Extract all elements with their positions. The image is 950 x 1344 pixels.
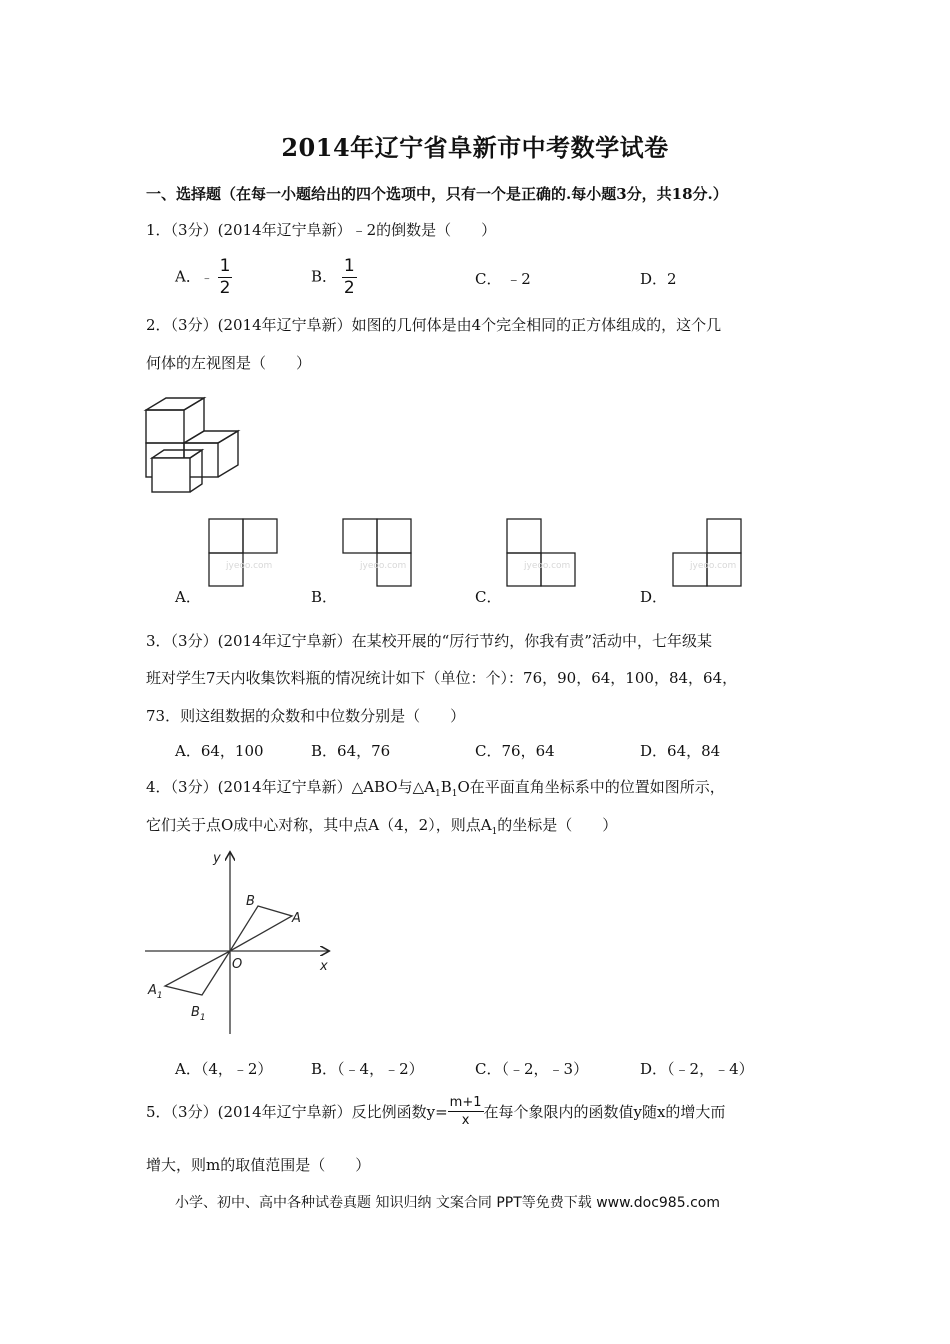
- q2-watermark-b: jyeoo.com: [360, 561, 407, 571]
- q4-y-axis-label: y: [213, 851, 221, 866]
- q4-point-b1-label: $B_1$: [191, 1005, 206, 1023]
- q2-option-c-figure: [506, 518, 578, 588]
- page-title: 2014年辽宁省阜新市中考数学试卷: [281, 133, 669, 162]
- q1-option-b: B． $\frac{1}{2}$: [311, 256, 355, 298]
- q3-stem-line2: 班对学生7天内收集饮料瓶的情况统计如下（单位：个）：76，90，64，100，84，64，: [146, 669, 738, 687]
- q2-option-d-label: D．: [640, 588, 668, 606]
- section-heading: 一、选择题（在每一小题给出的四个选项中，只有一个是正确的.每小题3分，共18分.）: [146, 185, 728, 203]
- q1-option-d: D．2: [640, 270, 677, 288]
- q2-option-a-figure: [208, 518, 280, 588]
- q2-option-c-label: C．: [475, 588, 502, 606]
- q4-coordinate-figure: [140, 848, 340, 1038]
- q5-stem-line2: 增大，则m的取值范围是（ ）: [146, 1156, 371, 1174]
- q2-watermark-d: jyeoo.com: [690, 561, 737, 571]
- q2-stem-line2: 何体的左视图是（ ）: [146, 354, 312, 372]
- q3-option-a: A．64，100: [175, 742, 264, 760]
- q4-option-a: A．（4，﹣2）: [175, 1060, 273, 1078]
- q1-option-c: C． ﹣2: [475, 270, 531, 288]
- q2-option-a-label: A．: [175, 588, 201, 606]
- q1-stem: 1．（3分）(2014年辽宁阜新）﹣2的倒数是（ ）: [146, 221, 497, 239]
- q4-option-b: B．（﹣4，﹣2）: [311, 1060, 424, 1078]
- q1-option-a: A．﹣ $\frac{1}{2}$: [175, 256, 231, 298]
- footer-advertisement: 小学、初中、高中各种试卷真题 知识归纳 文案合同 PPT等免费下载 www.doc985.com: [175, 1195, 720, 1211]
- q3-option-c: C．76，64: [475, 742, 555, 760]
- q2-stem-line1: 2．（3分）(2014年辽宁阜新）如图的几何体是由4个完全相同的正方体组成的，这个几: [146, 316, 722, 334]
- q4-stem-line2: 它们关于点O成中心对称，其中点A（4，2），则点$A_1$的坐标是（ ）: [146, 816, 618, 837]
- q5-fraction: $\frac{m+1}{x}$: [449, 1095, 482, 1128]
- q2-option-d-figure: [672, 518, 744, 588]
- q2-option-b-figure: [342, 518, 414, 588]
- q2-option-b-label: B．: [311, 588, 338, 606]
- q4-point-b-label: B: [246, 894, 255, 909]
- q4-point-a-label: A: [292, 911, 301, 926]
- q2-watermark-c: jyeoo.com: [524, 561, 571, 571]
- q4-option-c: C．（﹣2，﹣3）: [475, 1060, 589, 1078]
- q4-point-a1-label: $A_1$: [148, 983, 163, 1001]
- q2-cube-figure: [140, 394, 244, 498]
- q2-watermark-a: jyeoo.com: [226, 561, 273, 571]
- q4-stem-line1: 4．（3分）(2014年辽宁阜新）△ABO与$\triangle A_1B_1O$在平面直角坐标系中的位置如图所示，: [146, 778, 725, 799]
- q5-stem-line1: 5．（3分）(2014年辽宁阜新）反比例函数y= $\frac{m+1}{x}$ 在每个象限内的函数值y随x的增大而: [146, 1095, 726, 1128]
- q3-stem-line3: 73．则这组数据的众数和中位数分别是（ ）: [146, 707, 466, 725]
- q3-stem-line1: 3．（3分）(2014年辽宁阜新）在某校开展的“厉行节约，你我有责”活动中，七年级某: [146, 632, 712, 650]
- q4-x-axis-label: x: [320, 959, 328, 974]
- q4-origin-label: O: [232, 957, 243, 972]
- q3-option-b: B．64，76: [311, 742, 391, 760]
- q4-option-d: D．（﹣2，﹣4）: [640, 1060, 754, 1078]
- q3-option-d: D．64，84: [640, 742, 721, 760]
